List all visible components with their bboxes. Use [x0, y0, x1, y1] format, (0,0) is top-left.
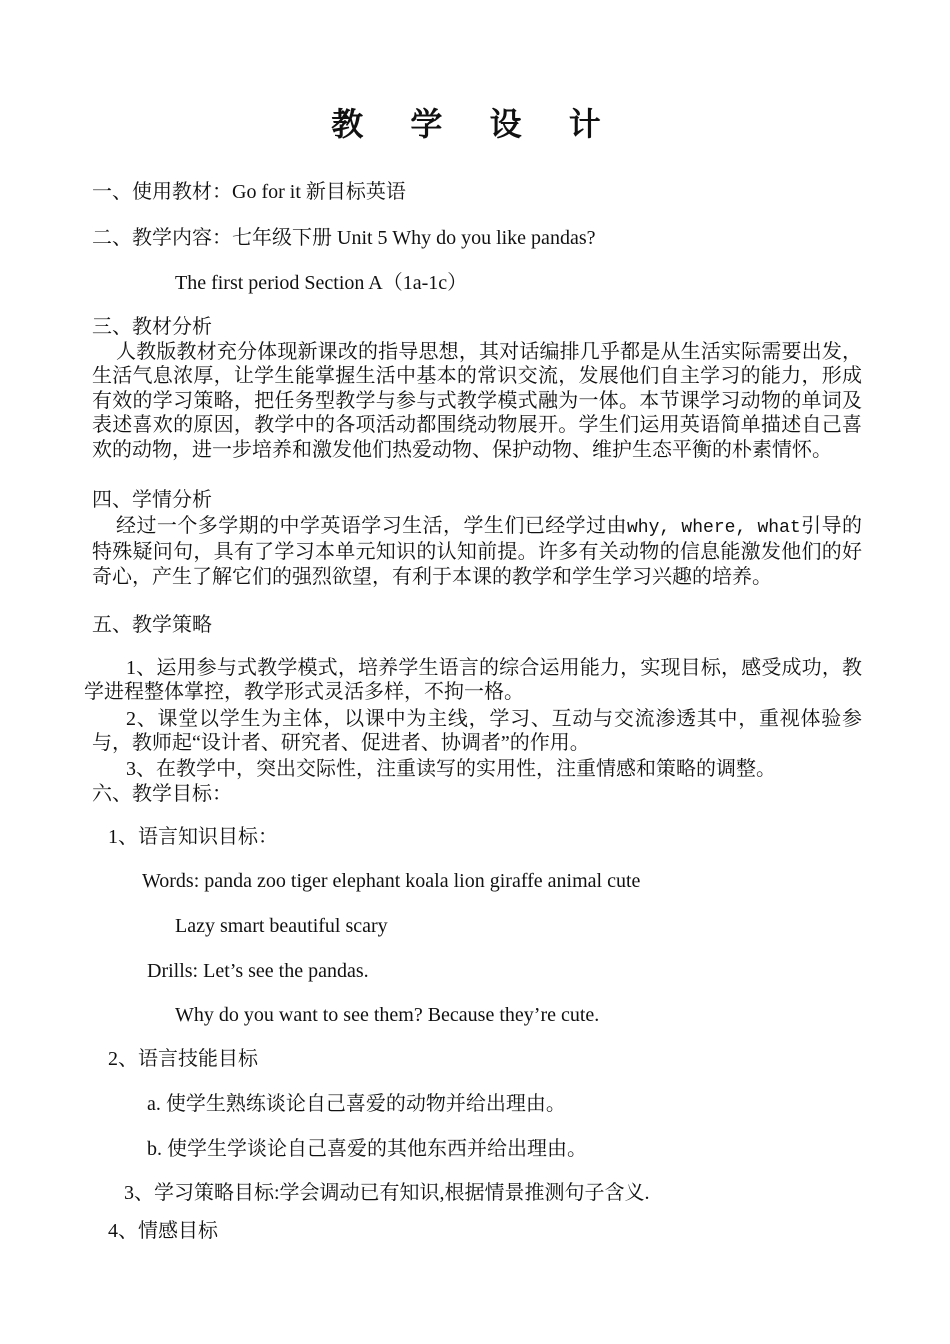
section-5-heading: 五、教学策略 — [92, 614, 212, 636]
page-title: 教 学 设 计 — [331, 105, 619, 143]
goal-2-item-b: b. 使学生学谈论自己喜爱的其他东西并给出理由。 — [147, 1138, 587, 1160]
goal-3: 3、学习策略目标:学会调动已有知识,根据情景推测句子含义. — [124, 1182, 650, 1204]
drills-line-2: Why do you want to see them? Because they’re cute. — [175, 1004, 600, 1026]
section-2-period: The first period Section A（1a-1c） — [175, 272, 468, 294]
goal-1-heading: 1、语言知识目标： — [108, 826, 278, 848]
goal-2-item-a: a. 使学生熟练谈论自己喜爱的动物并给出理由。 — [147, 1093, 566, 1115]
section-5-item-1: 1、运用参与式教学模式，培养学生语言的综合运用能力，实现目标，感受成功，教学进程整体掌控，教学形式灵活多样，不拘一格。 — [84, 657, 862, 704]
vocabulary-words-2: Lazy smart beautiful scary — [175, 915, 388, 937]
vocabulary-words: Words: panda zoo tiger elephant koala lion giraffe animal cute — [142, 870, 641, 892]
section-3-body: 人教版教材充分体现新课改的指导思想，其对话编排几乎都是从生活实际需要出发，生活气息浓厚，让学生能掌握生活中基本的常识交流，发展他们自主学习的能力，形成有效的学习策略，把任务型教学与参与式教学模式融为一体。本节课学习动物的单词及表述喜欢的原因，教学中的各项活动都围绕动物展开。学生们运用英语简单描述自己喜欢的动物，进一步培养和激发他们热爱动物、保护动物、维护生态平衡的朴素情怀。 — [92, 341, 862, 461]
section-6-heading: 六、教学目标： — [92, 783, 232, 805]
section-5-item-2: 2、课堂以学生为主体，以课中为主线，学习、互动与交流渗透其中，重视体验参与，教师起“设计者、研究者、促进者、协调者”的作用。 — [92, 708, 862, 755]
section-2-content: 二、教学内容：七年级下册 Unit 5 Why do you like pandas? — [92, 227, 596, 249]
section-5-item-3: 3、在教学中，突出交际性，注重读写的实用性，注重情感和策略的调整。 — [126, 758, 776, 780]
section-4-body-text-b: 引导的特殊疑问句，具有了学习本单元知识的认知前提。许多有关动物的信息能激发他们的好奇心，产生了解它们的强烈欲望，有利于本课的教学和学生学习兴趣的培养。 — [92, 515, 863, 588]
goal-2-heading: 2、语言技能目标 — [108, 1048, 258, 1070]
section-4-keywords: why, where, what — [626, 518, 801, 538]
section-4-body — [92, 514, 862, 589]
goal-4-heading: 4、情感目标 — [108, 1220, 218, 1242]
drills-line-1: Drills: Let’s see the pandas. — [147, 960, 369, 982]
section-3-heading: 三、教材分析 — [92, 316, 212, 338]
section-4-heading: 四、学情分析 — [92, 489, 212, 511]
section-1-materials: 一、使用教材：Go for it 新目标英语 — [92, 181, 406, 203]
section-4-body-text-a: 经过一个多学期的中学英语学习生活，学生们已经学过由 — [116, 515, 627, 537]
